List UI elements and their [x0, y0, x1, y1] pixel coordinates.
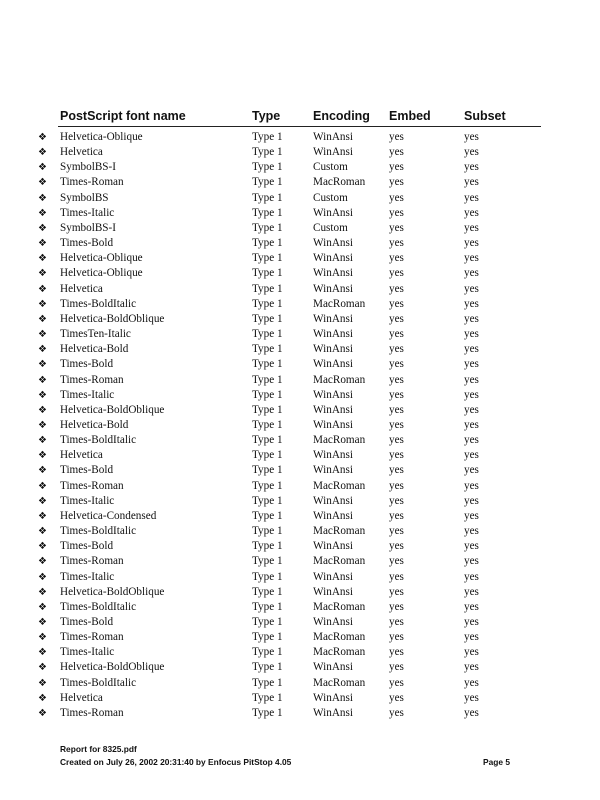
bullet-icon: ❖: [38, 177, 47, 189]
bullet-icon: ❖: [38, 480, 47, 492]
subset-cell: yes: [464, 706, 479, 719]
type-cell: Type 1: [252, 312, 283, 325]
embed-cell: yes: [389, 146, 404, 159]
font-name-cell: Helvetica: [60, 691, 103, 704]
encoding-cell: WinAnsi: [313, 585, 353, 598]
table-row: [0, 388, 600, 403]
table-row: [0, 342, 600, 357]
table-row: [0, 175, 600, 190]
embed-cell: yes: [389, 328, 404, 341]
encoding-cell: MacRoman: [313, 373, 366, 386]
font-name-cell: Helvetica-BoldOblique: [60, 312, 165, 325]
type-cell: Type 1: [252, 146, 283, 159]
footer-created-text: Created on July 26, 2002 20:31:40 by Enfocus PitStop 4.05: [60, 757, 292, 767]
subset-cell: yes: [464, 525, 479, 538]
type-cell: Type 1: [252, 449, 283, 462]
encoding-cell: MacRoman: [313, 479, 366, 492]
embed-cell: yes: [389, 267, 404, 280]
encoding-cell: Custom: [313, 221, 348, 234]
subset-cell: yes: [464, 161, 479, 174]
font-name-cell: Times-Roman: [60, 631, 124, 644]
type-cell: Type 1: [252, 525, 283, 538]
encoding-cell: MacRoman: [313, 176, 366, 189]
bullet-icon: ❖: [38, 404, 47, 416]
table-row: [0, 191, 600, 206]
bullet-icon: ❖: [38, 526, 47, 538]
font-name-cell: Times-Bold: [60, 540, 114, 553]
embed-cell: yes: [389, 418, 404, 431]
subset-cell: yes: [464, 282, 479, 295]
font-name-cell: Times-Roman: [60, 479, 124, 492]
bullet-icon: ❖: [38, 329, 47, 341]
encoding-cell: WinAnsi: [313, 343, 353, 356]
embed-cell: yes: [389, 676, 404, 689]
encoding-cell: Custom: [313, 191, 348, 204]
embed-cell: yes: [389, 343, 404, 356]
table-row: [0, 221, 600, 236]
subset-cell: yes: [464, 676, 479, 689]
font-name-cell: Helvetica-Condensed: [60, 509, 157, 522]
bullet-icon: ❖: [38, 692, 47, 704]
bullet-icon: ❖: [38, 617, 47, 628]
encoding-cell: MacRoman: [313, 600, 366, 613]
encoding-cell: MacRoman: [313, 525, 366, 538]
bullet-icon: ❖: [38, 374, 47, 386]
table-header: [60, 109, 541, 127]
encoding-cell: WinAnsi: [313, 494, 353, 507]
embed-cell: yes: [389, 282, 404, 295]
embed-cell: yes: [389, 237, 404, 250]
bullet-icon: ❖: [38, 465, 47, 477]
font-name-cell: Helvetica-Bold: [60, 418, 129, 431]
bullet-icon: ❖: [38, 132, 47, 143]
encoding-cell: WinAnsi: [313, 661, 353, 674]
font-name-cell: Times-BoldItalic: [60, 676, 137, 689]
embed-cell: yes: [389, 221, 404, 234]
encoding-cell: WinAnsi: [313, 252, 353, 265]
type-cell: Type 1: [252, 570, 283, 583]
font-name-cell: Times-Italic: [60, 646, 115, 659]
subset-cell: yes: [464, 328, 479, 341]
font-name-cell: Helvetica-Bold: [60, 343, 129, 356]
type-cell: Type 1: [252, 585, 283, 598]
type-cell: Type 1: [252, 343, 283, 356]
subset-cell: yes: [464, 616, 479, 628]
bullet-icon: ❖: [38, 419, 47, 431]
embed-cell: yes: [389, 479, 404, 492]
embed-cell: yes: [389, 464, 404, 477]
type-cell: Type 1: [252, 600, 283, 613]
table-row: [0, 494, 600, 509]
bullet-icon: ❖: [38, 450, 47, 462]
embed-cell: yes: [389, 600, 404, 613]
type-cell: Type 1: [252, 464, 283, 477]
embed-cell: yes: [389, 373, 404, 386]
bullet-icon: ❖: [38, 510, 47, 522]
type-cell: Type 1: [252, 131, 283, 143]
font-name-cell: Helvetica-BoldOblique: [60, 661, 165, 674]
subset-cell: yes: [464, 464, 479, 477]
encoding-cell: WinAnsi: [313, 570, 353, 583]
encoding-cell: WinAnsi: [313, 540, 353, 553]
bullet-icon: ❖: [38, 344, 47, 356]
font-name-cell: Times-Roman: [60, 555, 124, 568]
table-row: [0, 615, 600, 630]
table-row: [0, 645, 600, 660]
bullet-icon: ❖: [38, 298, 47, 310]
font-name-cell: Helvetica: [60, 146, 103, 159]
footer-created-line: [60, 756, 510, 769]
type-cell: Type 1: [252, 176, 283, 189]
subset-cell: yes: [464, 661, 479, 674]
encoding-cell: MacRoman: [313, 297, 366, 310]
bullet-icon: ❖: [38, 268, 47, 280]
encoding-cell: WinAnsi: [313, 237, 353, 250]
encoding-cell: MacRoman: [313, 631, 366, 644]
font-name-cell: SymbolBS: [60, 191, 109, 204]
subset-cell: yes: [464, 131, 479, 143]
bullet-icon: ❖: [38, 253, 47, 265]
type-cell: Type 1: [252, 373, 283, 386]
table-row: [0, 130, 600, 145]
subset-cell: yes: [464, 646, 479, 659]
header-divider: [58, 126, 541, 127]
table-row: [0, 570, 600, 585]
subset-cell: yes: [464, 509, 479, 522]
font-name-cell: Times-BoldItalic: [60, 434, 137, 447]
encoding-cell: WinAnsi: [313, 706, 353, 719]
font-name-cell: Helvetica-BoldOblique: [60, 585, 165, 598]
page-number: Page 5: [482, 757, 510, 767]
embed-cell: yes: [389, 434, 404, 447]
type-cell: Type 1: [252, 252, 283, 265]
table-row: [0, 660, 600, 675]
embed-cell: yes: [389, 509, 404, 522]
table-row: [0, 630, 600, 645]
table-row: [0, 691, 600, 706]
type-cell: Type 1: [252, 691, 283, 704]
subset-cell: yes: [464, 570, 479, 583]
bullet-icon: ❖: [38, 707, 47, 719]
embed-cell: yes: [389, 570, 404, 583]
table-row: [0, 160, 600, 175]
font-name-cell: SymbolBS-I: [60, 221, 116, 234]
type-cell: Type 1: [252, 494, 283, 507]
type-cell: Type 1: [252, 418, 283, 431]
encoding-cell: WinAnsi: [313, 358, 353, 371]
embed-cell: yes: [389, 312, 404, 325]
table-row: [0, 145, 600, 160]
type-cell: Type 1: [252, 540, 283, 553]
font-table: [0, 130, 600, 721]
embed-cell: yes: [389, 555, 404, 568]
header-font-name: PostScript font name: [60, 109, 186, 123]
font-name-cell: Helvetica-BoldOblique: [60, 403, 165, 416]
bullet-icon: ❖: [38, 222, 47, 234]
subset-cell: yes: [464, 403, 479, 416]
type-cell: Type 1: [252, 676, 283, 689]
bullet-icon: ❖: [38, 571, 47, 583]
encoding-cell: WinAnsi: [313, 449, 353, 462]
embed-cell: yes: [389, 585, 404, 598]
bullet-icon: ❖: [38, 495, 47, 507]
subset-cell: yes: [464, 312, 479, 325]
type-cell: Type 1: [252, 434, 283, 447]
font-name-cell: Times-Bold: [60, 464, 114, 477]
subset-cell: yes: [464, 297, 479, 310]
table-row: [0, 251, 600, 266]
subset-cell: yes: [464, 358, 479, 371]
header-type: Type: [252, 109, 281, 123]
bullet-icon: ❖: [38, 632, 47, 644]
subset-cell: yes: [464, 600, 479, 613]
table-row: [0, 676, 600, 691]
encoding-cell: WinAnsi: [313, 206, 353, 219]
subset-cell: yes: [464, 191, 479, 204]
type-cell: Type 1: [252, 403, 283, 416]
header-embed: Embed: [389, 109, 431, 123]
type-cell: Type 1: [252, 191, 283, 204]
type-cell: Type 1: [252, 297, 283, 310]
encoding-cell: WinAnsi: [313, 388, 353, 401]
subset-cell: yes: [464, 449, 479, 462]
type-cell: Type 1: [252, 388, 283, 401]
table-row: [0, 403, 600, 418]
embed-cell: yes: [389, 661, 404, 674]
subset-cell: yes: [464, 585, 479, 598]
encoding-cell: WinAnsi: [313, 418, 353, 431]
font-name-cell: Times-Bold: [60, 237, 114, 250]
subset-cell: yes: [464, 418, 479, 431]
encoding-cell: WinAnsi: [313, 464, 353, 477]
type-cell: Type 1: [252, 237, 283, 250]
bullet-icon: ❖: [38, 207, 47, 219]
embed-cell: yes: [389, 403, 404, 416]
subset-cell: yes: [464, 237, 479, 250]
table-row: [0, 357, 600, 372]
bullet-icon: ❖: [38, 147, 47, 159]
bullet-icon: ❖: [38, 541, 47, 553]
font-name-cell: Times-Italic: [60, 388, 115, 401]
font-name-cell: Helvetica: [60, 282, 103, 295]
table-row: [0, 266, 600, 281]
bullet-icon: ❖: [38, 601, 47, 613]
footer-report-line: Report for 8325.pdf: [60, 744, 137, 754]
subset-cell: yes: [464, 206, 479, 219]
bullet-icon: ❖: [38, 283, 47, 295]
encoding-cell: WinAnsi: [313, 282, 353, 295]
embed-cell: yes: [389, 176, 404, 189]
embed-cell: yes: [389, 540, 404, 553]
embed-cell: yes: [389, 494, 404, 507]
font-name-cell: Times-BoldItalic: [60, 600, 137, 613]
embed-cell: yes: [389, 358, 404, 371]
table-row: [0, 373, 600, 388]
subset-cell: yes: [464, 494, 479, 507]
subset-cell: yes: [464, 176, 479, 189]
embed-cell: yes: [389, 691, 404, 704]
table-row: [0, 206, 600, 221]
type-cell: Type 1: [252, 282, 283, 295]
type-cell: Type 1: [252, 509, 283, 522]
embed-cell: yes: [389, 252, 404, 265]
embed-cell: yes: [389, 449, 404, 462]
table-row: [0, 297, 600, 312]
font-name-cell: Times-Italic: [60, 494, 115, 507]
embed-cell: yes: [389, 191, 404, 204]
encoding-cell: MacRoman: [313, 646, 366, 659]
embed-cell: yes: [389, 616, 404, 628]
subset-cell: yes: [464, 540, 479, 553]
bullet-icon: ❖: [38, 677, 47, 689]
subset-cell: yes: [464, 221, 479, 234]
encoding-cell: WinAnsi: [313, 267, 353, 280]
font-name-cell: Helvetica-Oblique: [60, 252, 143, 265]
subset-cell: yes: [464, 267, 479, 280]
embed-cell: yes: [389, 131, 404, 143]
font-name-cell: SymbolBS-I: [60, 161, 116, 174]
encoding-cell: WinAnsi: [313, 146, 353, 159]
encoding-cell: WinAnsi: [313, 509, 353, 522]
type-cell: Type 1: [252, 328, 283, 341]
table-row: [0, 524, 600, 539]
font-name-cell: Times-BoldItalic: [60, 525, 137, 538]
font-name-cell: Helvetica-Oblique: [60, 131, 143, 143]
table-row: [0, 585, 600, 600]
table-row: [0, 448, 600, 463]
encoding-cell: WinAnsi: [313, 312, 353, 325]
subset-cell: yes: [464, 373, 479, 386]
encoding-cell: WinAnsi: [313, 403, 353, 416]
bullet-icon: ❖: [38, 192, 47, 204]
embed-cell: yes: [389, 706, 404, 719]
bullet-icon: ❖: [38, 238, 47, 250]
encoding-cell: WinAnsi: [313, 131, 353, 143]
table-row: [0, 706, 600, 721]
font-name-cell: Times-Italic: [60, 206, 115, 219]
subset-cell: yes: [464, 252, 479, 265]
table-row: [0, 509, 600, 524]
table-row: [0, 463, 600, 478]
subset-cell: yes: [464, 434, 479, 447]
table-row: [0, 554, 600, 569]
bullet-icon: ❖: [38, 647, 47, 659]
embed-cell: yes: [389, 388, 404, 401]
embed-cell: yes: [389, 646, 404, 659]
table-row: [0, 418, 600, 433]
encoding-cell: WinAnsi: [313, 691, 353, 704]
encoding-cell: Custom: [313, 161, 348, 174]
bullet-icon: ❖: [38, 435, 47, 447]
table-row: [0, 327, 600, 342]
encoding-cell: WinAnsi: [313, 616, 353, 628]
embed-cell: yes: [389, 631, 404, 644]
type-cell: Type 1: [252, 358, 283, 371]
type-cell: Type 1: [252, 631, 283, 644]
font-name-cell: Times-Italic: [60, 570, 115, 583]
type-cell: Type 1: [252, 616, 283, 628]
bullet-icon: ❖: [38, 556, 47, 568]
encoding-cell: WinAnsi: [313, 328, 353, 341]
header-subset: Subset: [464, 109, 506, 123]
font-name-cell: TimesTen-Italic: [60, 328, 131, 341]
embed-cell: yes: [389, 206, 404, 219]
table-row: [0, 282, 600, 297]
header-encoding: Encoding: [313, 109, 370, 123]
subset-cell: yes: [464, 479, 479, 492]
embed-cell: yes: [389, 161, 404, 174]
subset-cell: yes: [464, 388, 479, 401]
subset-cell: yes: [464, 555, 479, 568]
type-cell: Type 1: [252, 206, 283, 219]
encoding-cell: MacRoman: [313, 434, 366, 447]
bullet-icon: ❖: [38, 162, 47, 174]
table-row: [0, 236, 600, 251]
type-cell: Type 1: [252, 646, 283, 659]
table-row: [0, 312, 600, 327]
font-name-cell: Times-Roman: [60, 706, 124, 719]
bullet-icon: ❖: [38, 359, 47, 371]
font-name-cell: Times-Bold: [60, 616, 114, 628]
type-cell: Type 1: [252, 161, 283, 174]
type-cell: Type 1: [252, 555, 283, 568]
subset-cell: yes: [464, 691, 479, 704]
font-name-cell: Times-Bold: [60, 358, 114, 371]
page-footer: [60, 743, 510, 769]
font-name-cell: Helvetica: [60, 449, 103, 462]
type-cell: Type 1: [252, 221, 283, 234]
embed-cell: yes: [389, 297, 404, 310]
encoding-cell: MacRoman: [313, 555, 366, 568]
bullet-icon: ❖: [38, 586, 47, 598]
subset-cell: yes: [464, 631, 479, 644]
font-name-cell: Times-Roman: [60, 373, 124, 386]
bullet-icon: ❖: [38, 313, 47, 325]
table-row: [0, 539, 600, 554]
table-row: [0, 479, 600, 494]
embed-cell: yes: [389, 525, 404, 538]
font-name-cell: Times-BoldItalic: [60, 297, 137, 310]
font-name-cell: Times-Roman: [60, 176, 124, 189]
table-row: [0, 433, 600, 448]
subset-cell: yes: [464, 343, 479, 356]
bullet-icon: ❖: [38, 662, 47, 674]
subset-cell: yes: [464, 146, 479, 159]
type-cell: Type 1: [252, 706, 283, 719]
type-cell: Type 1: [252, 267, 283, 280]
bullet-icon: ❖: [38, 389, 47, 401]
type-cell: Type 1: [252, 479, 283, 492]
encoding-cell: MacRoman: [313, 676, 366, 689]
font-name-cell: Helvetica-Oblique: [60, 267, 143, 280]
table-row: [0, 600, 600, 615]
type-cell: Type 1: [252, 661, 283, 674]
